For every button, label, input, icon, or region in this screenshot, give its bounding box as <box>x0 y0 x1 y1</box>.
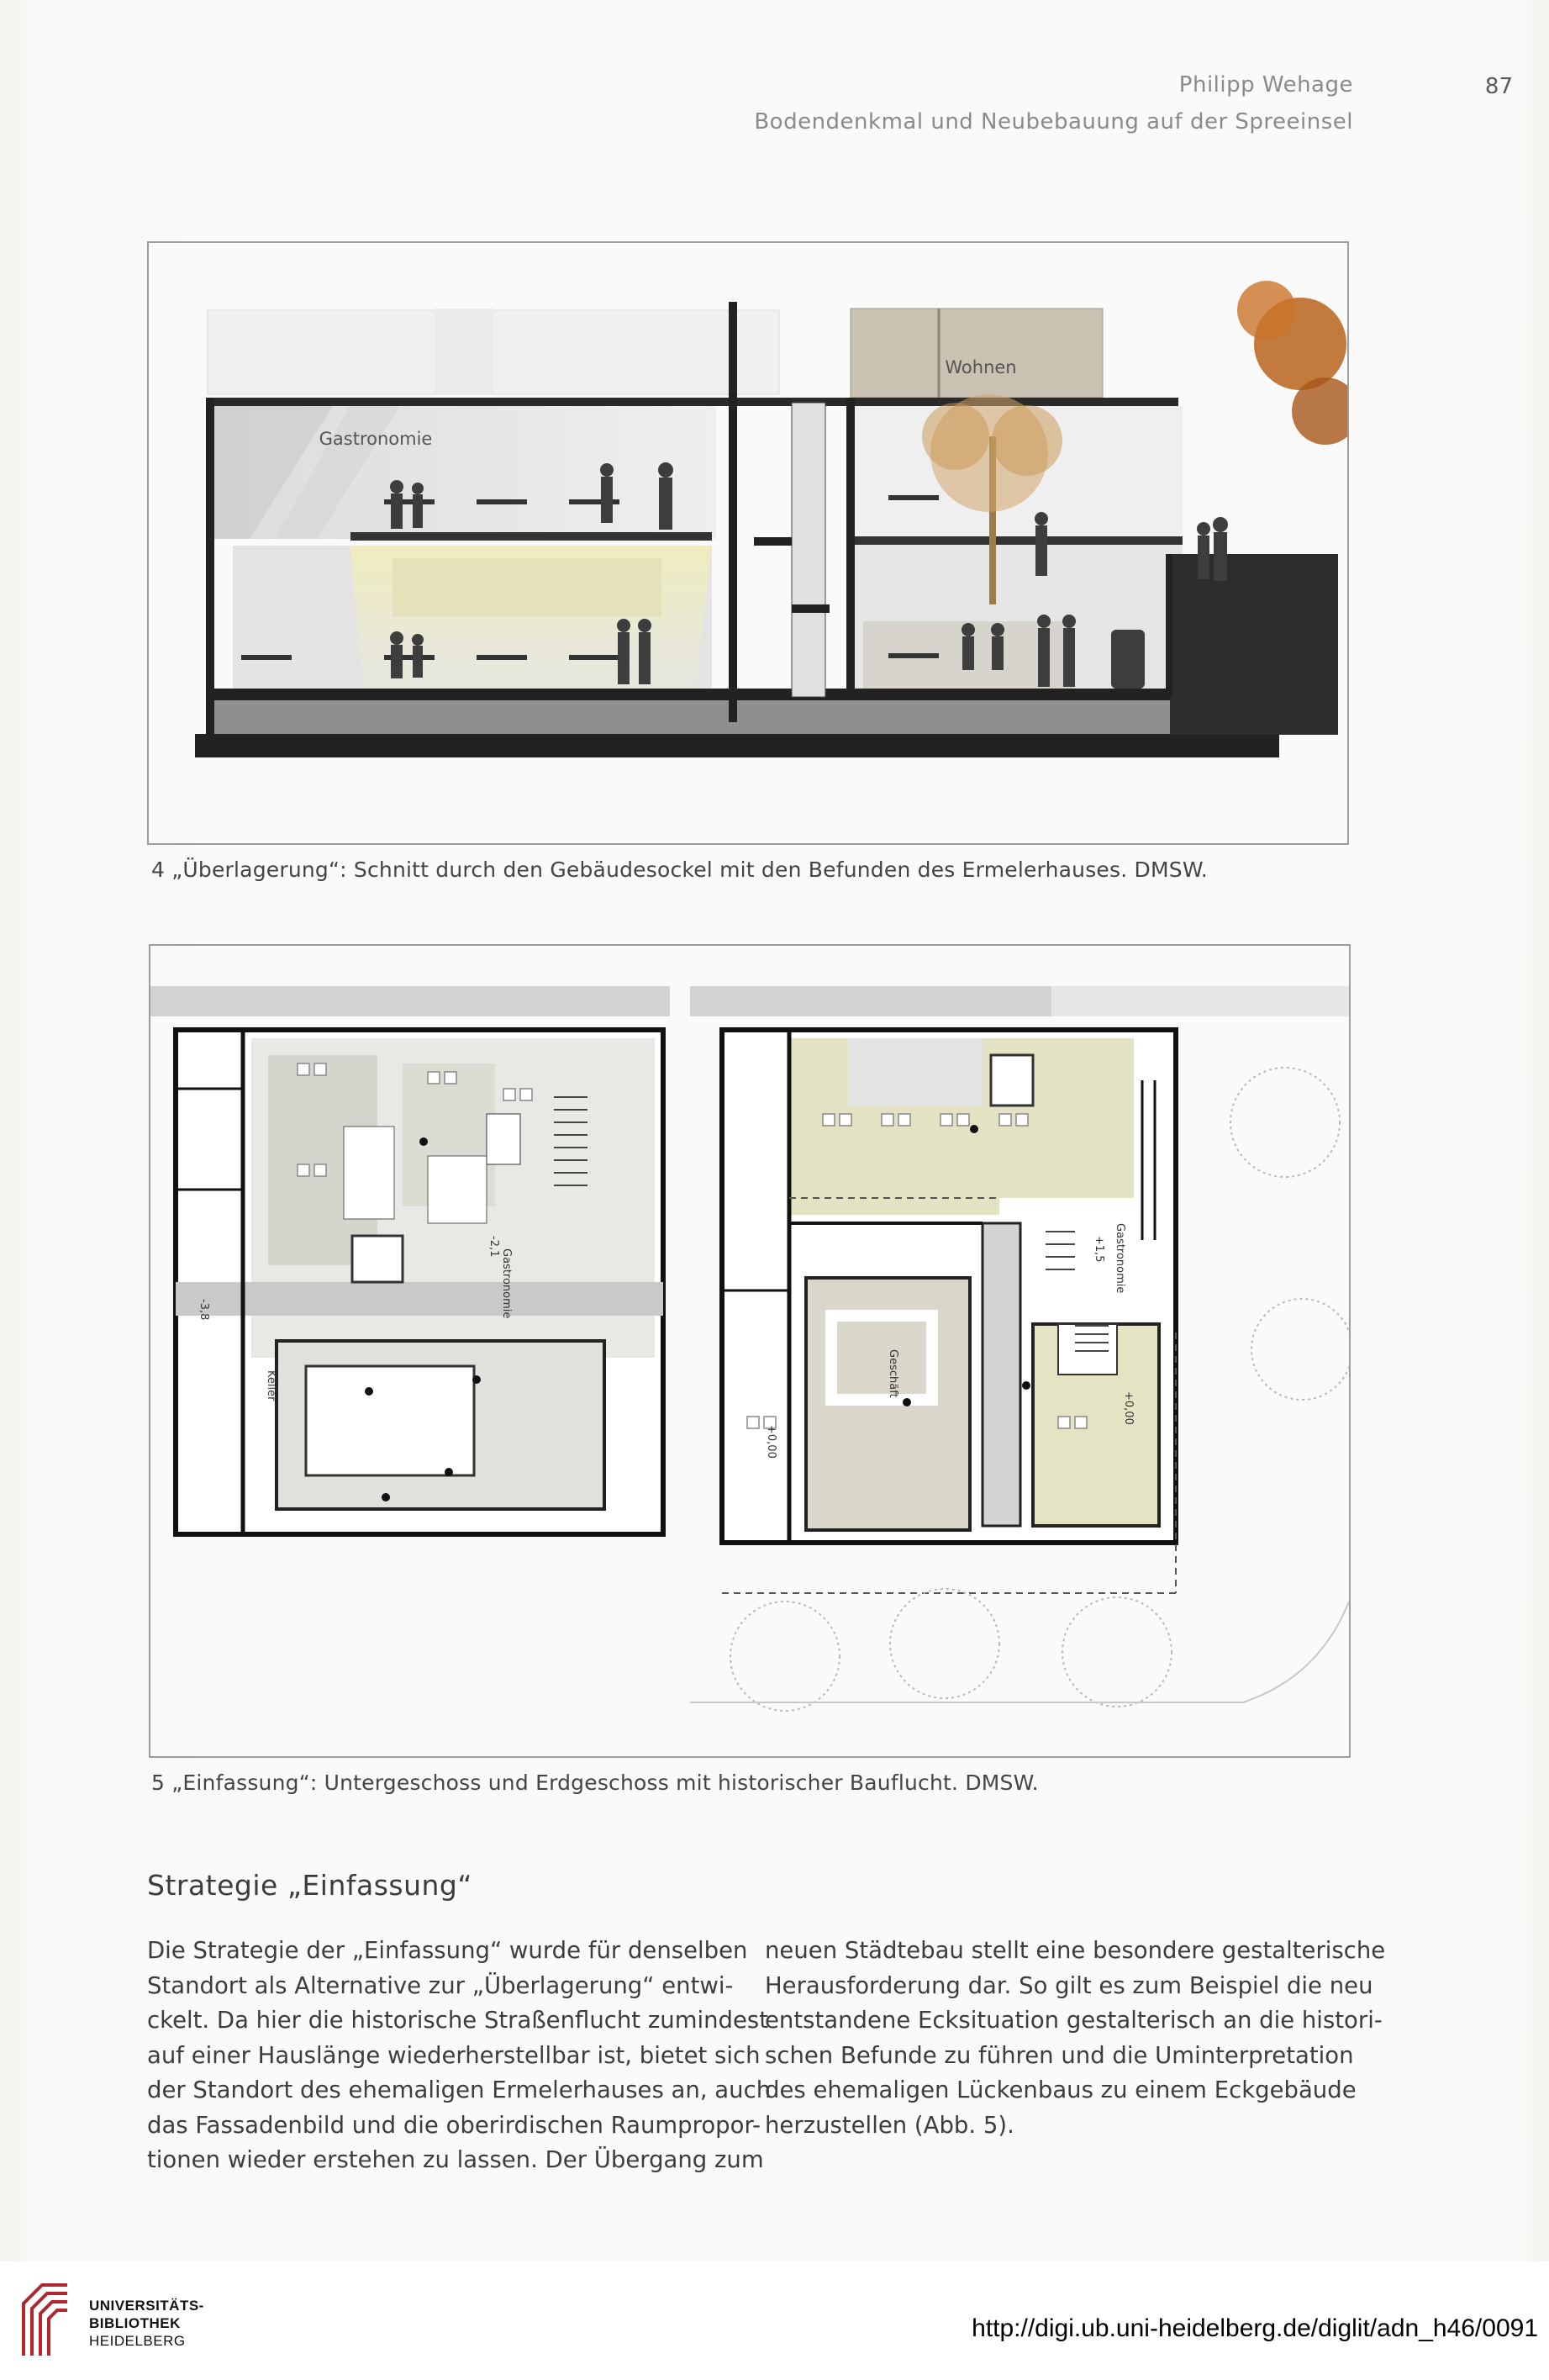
body-line: Die Strategie der „Einfassung“ wurde für denselben <box>147 1937 748 1964</box>
body-line: neuen Städtebau stellt eine besondere gestalterische <box>765 1937 1386 1964</box>
body-line: das Fassadenbild und die oberirdischen Raumpropor- <box>147 2111 761 2139</box>
body-column-right <box>765 1934 1386 2143</box>
running-head-author: Philipp Wehage <box>1178 72 1353 98</box>
figure-4-section-drawing <box>147 241 1349 845</box>
running-head-title: Bodendenkmal und Neubebauung auf der Spreeinsel <box>754 109 1353 135</box>
page-number: 87 <box>1484 74 1513 99</box>
logo-line-2: BIBLIOTHEK <box>89 2315 181 2331</box>
label-level-ug2: -3,8 <box>198 1299 210 1321</box>
label-level-eg2: +0,00 <box>1122 1391 1135 1425</box>
label-level-eg1: +1,5 <box>1093 1236 1105 1263</box>
label-geschaeft: Geschäft <box>887 1349 899 1398</box>
body-line: Herausforderung dar. So gilt es zum Beispiel die neu <box>765 1971 1373 1999</box>
body-line: auf einer Hauslänge wiederherstellbar ist, bietet sich <box>147 2041 761 2069</box>
label-level-ug: -2,1 <box>487 1236 500 1258</box>
body-line: Standort als Alternative zur „Überlagerung“ entwi- <box>147 1971 734 1999</box>
body-line: herzustellen (Abb. 5). <box>765 2111 1014 2139</box>
body-line: ckelt. Da hier die historische Straßenflucht zumindest <box>147 2007 769 2034</box>
figure-5-caption: 5 „Einfassung“: Untergeschoss und Erdgeschoss mit historischer Bauflucht. DMSW. <box>151 1770 1039 1795</box>
label-level-eg3: +0,00 <box>765 1425 777 1459</box>
source-url-link[interactable]: http://digi.ub.uni-heidelberg.de/diglit/adn_h46/0091 <box>972 2314 1538 2342</box>
label-keller: Keller <box>265 1370 277 1401</box>
label-gastronomie-ug: Gastronomie <box>500 1248 513 1319</box>
label-gastronomie: Gastronomie <box>319 429 433 449</box>
label-gastronomie-eg: Gastronomie <box>1114 1223 1126 1294</box>
logo-line-3: HEIDELBERG <box>89 2333 186 2349</box>
body-line: der Standort des ehemaligen Ermelerhauses an, auch <box>147 2077 772 2103</box>
floor-plans <box>150 946 1349 1756</box>
body-line: schen Befunde zu führen und die Uminterpretation <box>765 2041 1354 2069</box>
figure-4-caption: 4 „Überlagerung“: Schnitt durch den Gebäudesockel mit den Befunden des Ermelerhauses. DMSW. <box>151 858 1209 882</box>
label-wohnen: Wohnen <box>945 357 1017 377</box>
section-heading: Strategie „Einfassung“ <box>147 1869 472 1902</box>
figure-5-floor-plans <box>149 944 1351 1758</box>
body-line: des ehemaligen Lückenbaus zu einem Eckgebäude <box>765 2077 1357 2103</box>
section-drawing <box>149 243 1347 843</box>
university-library-logo-icon <box>17 2278 77 2362</box>
logo-line-1: UNIVERSITÄTS- <box>89 2298 204 2314</box>
body-line: tionen wieder erstehen zu lassen. Der Übergang zum <box>147 2146 764 2173</box>
body-line: entstandene Ecksituation gestalterisch an die histori- <box>765 2007 1383 2034</box>
body-column-left <box>147 1934 772 2178</box>
